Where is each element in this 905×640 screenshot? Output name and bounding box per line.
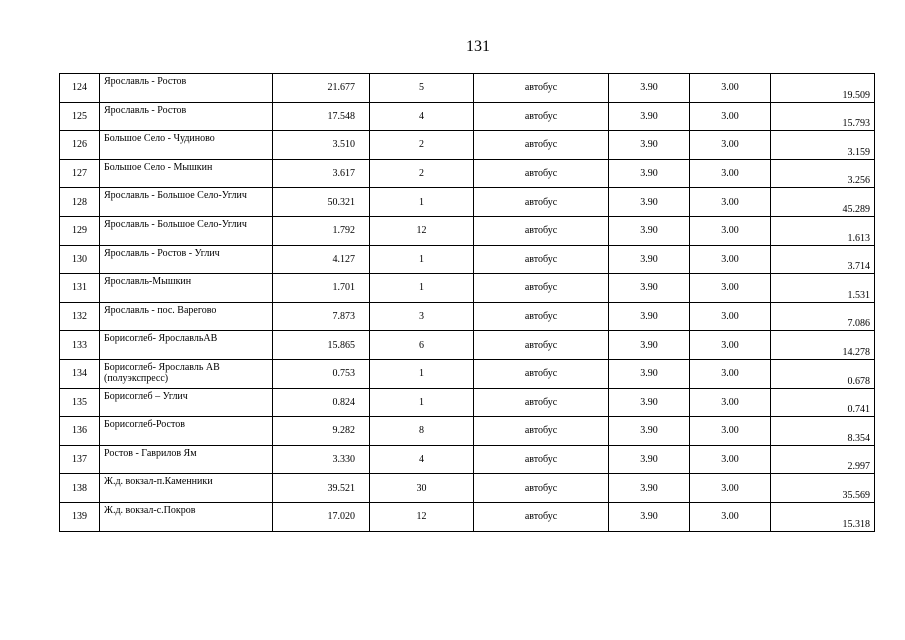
total-cell: 3.256 [771, 159, 875, 188]
transport-type-cell: автобус [474, 102, 609, 131]
rate-1-cell: 3.90 [609, 216, 690, 245]
count-cell: 2 [370, 131, 474, 160]
row-number-cell: 128 [60, 188, 100, 217]
row-number-cell: 139 [60, 502, 100, 531]
transport-type-cell: автобус [474, 502, 609, 531]
count-cell: 2 [370, 159, 474, 188]
route-name-cell: Ярославль - Ростов [100, 102, 273, 131]
distance-cell: 50.321 [273, 188, 370, 217]
row-number-cell: 135 [60, 388, 100, 417]
total-cell: 7.086 [771, 302, 875, 331]
total-cell: 15.318 [771, 502, 875, 531]
row-number-cell: 130 [60, 245, 100, 274]
route-name-cell: Ярославль - Большое Село-Углич [100, 216, 273, 245]
transport-type-cell: автобус [474, 417, 609, 446]
route-name-cell: Ростов - Гаврилов Ям [100, 445, 273, 474]
count-cell: 8 [370, 417, 474, 446]
count-cell: 1 [370, 274, 474, 303]
route-name-cell: Ярославль - Ростов [100, 74, 273, 103]
count-cell: 4 [370, 445, 474, 474]
count-cell: 6 [370, 331, 474, 360]
count-cell: 4 [370, 102, 474, 131]
distance-cell: 3.510 [273, 131, 370, 160]
table-row [60, 159, 875, 188]
rate-2-cell: 3.00 [690, 216, 771, 245]
route-name-cell: Ярославль - Большое Село-Углич [100, 188, 273, 217]
rate-2-cell: 3.00 [690, 74, 771, 103]
total-cell: 35.569 [771, 474, 875, 503]
rate-2-cell: 3.00 [690, 245, 771, 274]
distance-cell: 3.617 [273, 159, 370, 188]
transport-type-cell: автобус [474, 74, 609, 103]
rate-2-cell: 3.00 [690, 331, 771, 360]
routes-table [59, 73, 875, 532]
rate-2-cell: 3.00 [690, 131, 771, 160]
rate-1-cell: 3.90 [609, 159, 690, 188]
table-row [60, 216, 875, 245]
route-name-cell: Ярославль - пос. Варегово [100, 302, 273, 331]
count-cell: 12 [370, 502, 474, 531]
rate-2-cell: 3.00 [690, 388, 771, 417]
table-row [60, 188, 875, 217]
distance-cell: 1.701 [273, 274, 370, 303]
distance-cell: 3.330 [273, 445, 370, 474]
route-name-cell: Борисоглеб- ЯрославльАВ [100, 331, 273, 360]
table-row [60, 302, 875, 331]
route-name-cell: Ярославль - Ростов - Углич [100, 245, 273, 274]
rate-2-cell: 3.00 [690, 502, 771, 531]
route-name-cell: Борисоглеб – Углич [100, 388, 273, 417]
rate-2-cell: 3.00 [690, 159, 771, 188]
row-number-cell: 126 [60, 131, 100, 160]
rate-2-cell: 3.00 [690, 274, 771, 303]
distance-cell: 39.521 [273, 474, 370, 503]
distance-cell: 17.548 [273, 102, 370, 131]
rate-2-cell: 3.00 [690, 474, 771, 503]
row-number-cell: 137 [60, 445, 100, 474]
route-name-cell: Ярославль-Мышкин [100, 274, 273, 303]
count-cell: 5 [370, 74, 474, 103]
total-cell: 3.714 [771, 245, 875, 274]
table-row [60, 502, 875, 531]
distance-cell: 1.792 [273, 216, 370, 245]
rate-1-cell: 3.90 [609, 102, 690, 131]
distance-cell: 7.873 [273, 302, 370, 331]
count-cell: 1 [370, 188, 474, 217]
rate-1-cell: 3.90 [609, 388, 690, 417]
transport-type-cell: автобус [474, 159, 609, 188]
row-number-cell: 132 [60, 302, 100, 331]
rate-1-cell: 3.90 [609, 474, 690, 503]
total-cell: 3.159 [771, 131, 875, 160]
total-cell: 0.741 [771, 388, 875, 417]
table-row [60, 74, 875, 103]
row-number-cell: 127 [60, 159, 100, 188]
rate-2-cell: 3.00 [690, 417, 771, 446]
total-cell: 14.278 [771, 331, 875, 360]
row-number-cell: 136 [60, 417, 100, 446]
rate-1-cell: 3.90 [609, 131, 690, 160]
rate-1-cell: 3.90 [609, 445, 690, 474]
total-cell: 2.997 [771, 445, 875, 474]
total-cell: 0.678 [771, 359, 875, 388]
row-number-cell: 133 [60, 331, 100, 360]
rate-1-cell: 3.90 [609, 502, 690, 531]
rate-2-cell: 3.00 [690, 445, 771, 474]
total-cell: 1.613 [771, 216, 875, 245]
rate-2-cell: 3.00 [690, 302, 771, 331]
row-number-cell: 131 [60, 274, 100, 303]
rate-2-cell: 3.00 [690, 359, 771, 388]
rate-2-cell: 3.00 [690, 188, 771, 217]
table-row [60, 331, 875, 360]
row-number-cell: 125 [60, 102, 100, 131]
table-row [60, 445, 875, 474]
row-number-cell: 134 [60, 359, 100, 388]
transport-type-cell: автобус [474, 445, 609, 474]
transport-type-cell: автобус [474, 388, 609, 417]
transport-type-cell: автобус [474, 302, 609, 331]
route-name-cell: Борисоглеб-Ростов [100, 417, 273, 446]
transport-type-cell: автобус [474, 188, 609, 217]
distance-cell: 21.677 [273, 74, 370, 103]
transport-type-cell: автобус [474, 216, 609, 245]
total-cell: 8.354 [771, 417, 875, 446]
route-name-cell: Ж.д. вокзал-с.Покров [100, 502, 273, 531]
count-cell: 1 [370, 245, 474, 274]
table-row [60, 417, 875, 446]
transport-type-cell: автобус [474, 474, 609, 503]
transport-type-cell: автобус [474, 359, 609, 388]
row-number-cell: 124 [60, 74, 100, 103]
rate-1-cell: 3.90 [609, 188, 690, 217]
rate-1-cell: 3.90 [609, 74, 690, 103]
table-row [60, 274, 875, 303]
distance-cell: 4.127 [273, 245, 370, 274]
table-row [60, 245, 875, 274]
page-number-text: 131 [466, 38, 490, 55]
routes-table-body [60, 74, 875, 532]
row-number-cell: 129 [60, 216, 100, 245]
route-name-cell: Ж.д. вокзал-п.Каменники [100, 474, 273, 503]
rate-1-cell: 3.90 [609, 331, 690, 360]
distance-cell: 9.282 [273, 417, 370, 446]
total-cell: 19.509 [771, 74, 875, 103]
route-name-cell: Большое Село - Чудиново [100, 131, 273, 160]
distance-cell: 15.865 [273, 331, 370, 360]
route-name-cell: Борисоглеб- Ярославль АВ (полуэкспресс) [100, 359, 273, 388]
transport-type-cell: автобус [474, 131, 609, 160]
total-cell: 45.289 [771, 188, 875, 217]
total-cell: 1.531 [771, 274, 875, 303]
rate-1-cell: 3.90 [609, 245, 690, 274]
table-row [60, 131, 875, 160]
transport-type-cell: автобус [474, 274, 609, 303]
row-number-cell: 138 [60, 474, 100, 503]
distance-cell: 17.020 [273, 502, 370, 531]
rate-1-cell: 3.90 [609, 359, 690, 388]
table-row [60, 474, 875, 503]
count-cell: 1 [370, 359, 474, 388]
rate-1-cell: 3.90 [609, 417, 690, 446]
table-row [60, 359, 875, 388]
rate-1-cell: 3.90 [609, 274, 690, 303]
total-cell: 15.793 [771, 102, 875, 131]
table-row [60, 102, 875, 131]
transport-type-cell: автобус [474, 245, 609, 274]
route-name-cell: Большое Село - Мышкин [100, 159, 273, 188]
transport-type-cell: автобус [474, 331, 609, 360]
table-row [60, 388, 875, 417]
count-cell: 3 [370, 302, 474, 331]
count-cell: 12 [370, 216, 474, 245]
count-cell: 30 [370, 474, 474, 503]
count-cell: 1 [370, 388, 474, 417]
distance-cell: 0.824 [273, 388, 370, 417]
distance-cell: 0.753 [273, 359, 370, 388]
rate-2-cell: 3.00 [690, 102, 771, 131]
rate-1-cell: 3.90 [609, 302, 690, 331]
